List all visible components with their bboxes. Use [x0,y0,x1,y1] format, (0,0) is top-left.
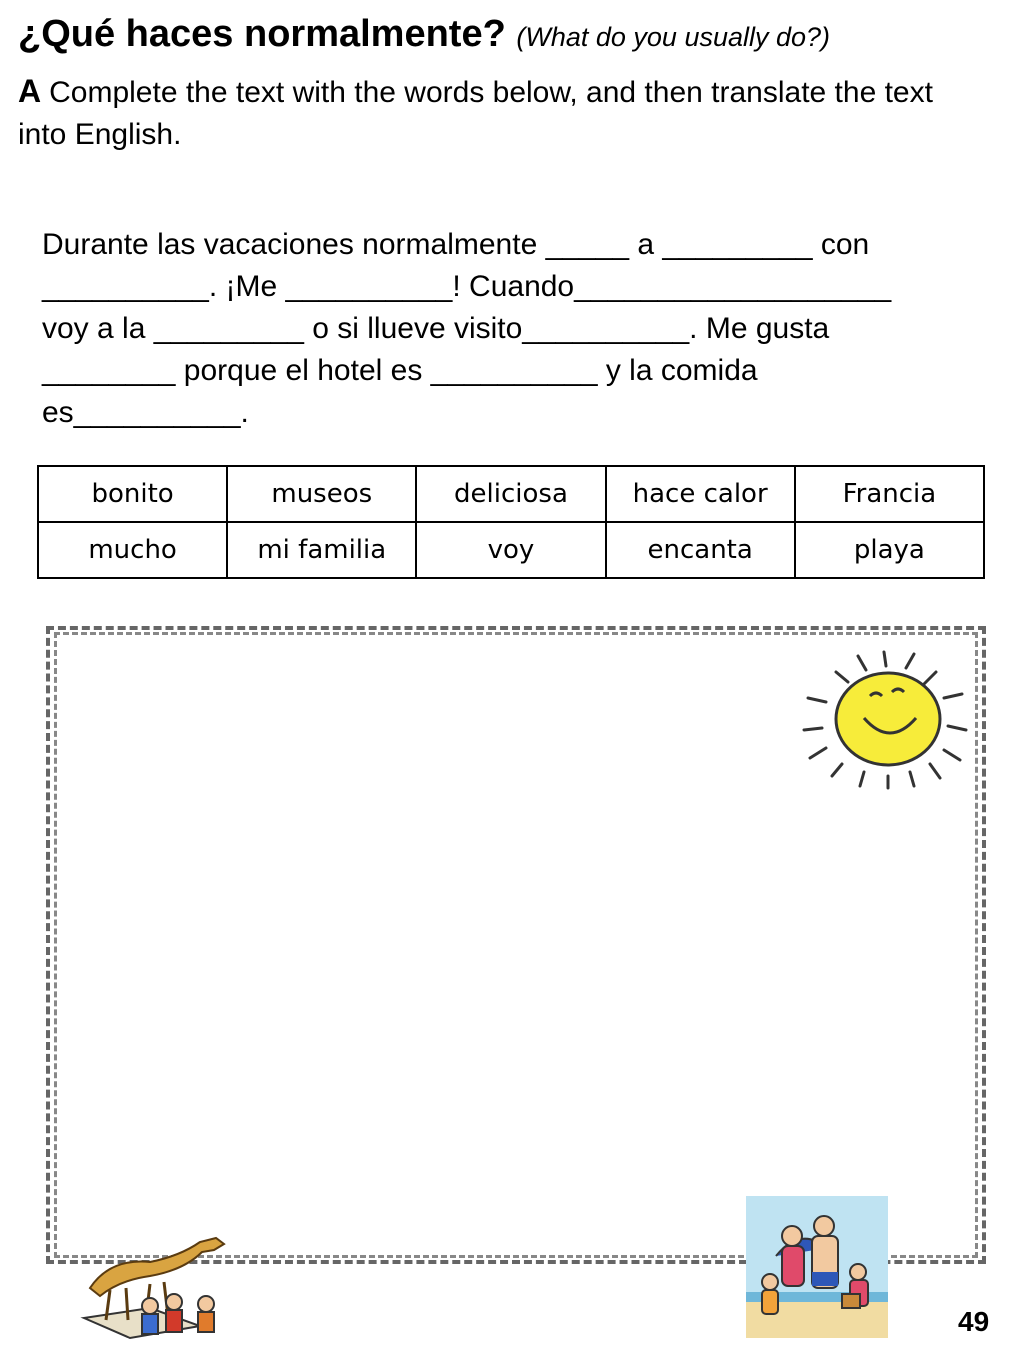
section-letter: A [18,73,42,109]
table-row [38,466,984,522]
cloze-passage [42,224,1002,434]
word-cell: deliciosa [416,466,605,522]
word-cell: encanta [606,522,795,578]
instructions [18,70,978,156]
passage-line: __________. ¡Me __________! Cuando___________________ [42,270,892,303]
page-title [18,14,830,56]
smiling-sun-icon [796,642,972,792]
beach-family-illustration [746,1196,888,1338]
passage-line: voy a la _________ o si llueve visito__________. Me gusta [42,312,830,345]
word-cell: mucho [38,522,227,578]
title-text: ¿Qué haces normalmente? [18,13,506,55]
dinosaur-museum-illustration [80,1228,230,1340]
word-cell: Francia [795,466,984,522]
word-cell: museos [227,466,416,522]
word-bank-table [37,465,985,579]
word-cell: hace calor [606,466,795,522]
word-cell: mi familia [227,522,416,578]
passage-line: es__________. [42,396,249,429]
word-cell: playa [795,522,984,578]
page-number: 49 [958,1306,990,1337]
word-cell: voy [416,522,605,578]
word-cell: bonito [38,466,227,522]
passage-line: ________ porque el hotel es __________ y la comida [42,354,758,387]
title-translation: (What do you usually do?) [516,22,831,52]
table-row [38,522,984,578]
passage-line: Durante las vacaciones normalmente _____ a _________ con [42,228,870,261]
instruction-text: Complete the text with the words below, and then translate the text into English. [18,76,933,151]
